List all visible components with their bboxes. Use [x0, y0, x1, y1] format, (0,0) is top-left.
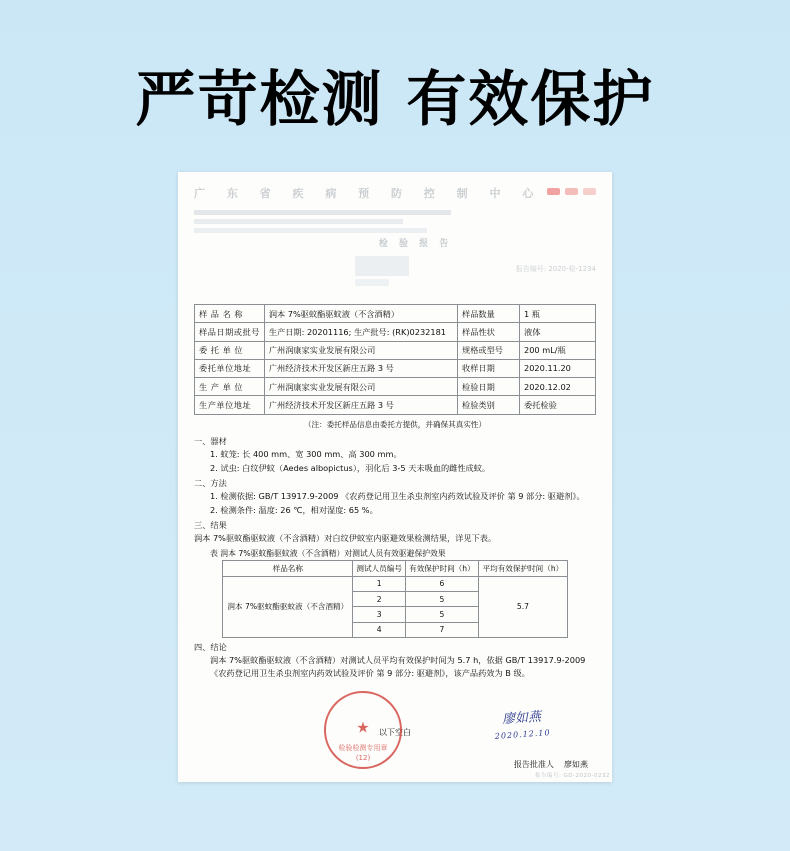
table-row	[195, 323, 596, 341]
info-label-2: 检验日期	[458, 378, 520, 396]
info-label-2: 样品性状	[458, 323, 520, 341]
average-time: 5.7	[478, 576, 567, 638]
signature-date: 2020.12.10	[494, 727, 551, 741]
col-protect-time: 有效保护时间（h）	[405, 561, 478, 576]
section-heading-method: 二、方法	[194, 478, 227, 489]
method-item-1: 1. 检测依据: GB/T 13917.9-2009 《农药登记用卫生杀虫剂室内药效试验及评价 第 9 部分: 驱避剂》。	[210, 491, 585, 502]
tester-no: 3	[353, 607, 405, 622]
header-line-3	[194, 228, 427, 233]
tester-no: 2	[353, 592, 405, 607]
page-title: 严苛检测 有效保护	[135, 65, 655, 135]
info-value-2: 200 mL/瓶	[520, 341, 596, 359]
tester-no: 1	[353, 576, 405, 591]
equipment-item-2: 2. 试虫: 白纹伊蚊（Aedes albopictus），羽化后 3-5 天未吸血的雌性成蚊。	[210, 462, 491, 473]
info-value: 广州润康家实业发展有限公司	[264, 378, 457, 396]
table-row	[195, 305, 596, 323]
section-heading-equipment: 一、器材	[194, 436, 227, 447]
info-label: 生产单位地址	[195, 396, 265, 414]
approver-line	[514, 759, 588, 771]
stamp-number: (12)	[355, 753, 371, 762]
blank-below-label: 以下空白	[379, 728, 411, 738]
signature-name: 廖如燕	[501, 709, 542, 728]
header-blob-2	[355, 279, 389, 286]
table-row	[195, 396, 596, 414]
method-item-2: 2. 检测条件: 温度: 26 ℃，相对湿度: 65 %。	[210, 504, 378, 515]
equipment-item-1: 1. 蚊笼: 长 400 mm、宽 300 mm、高 300 mm。	[210, 449, 402, 460]
issuing-organization: 广 东 省 疾 病 预 防 控 制 中 心	[194, 187, 543, 200]
footer-code: 报告编号: GD-2020-0232	[534, 772, 610, 779]
result-sample-name: 润本 7%驱蚊酯驱蚊液（不含酒精）	[223, 576, 353, 638]
info-label-2: 检验类别	[458, 396, 520, 414]
section-heading-conclusion: 四、结论	[194, 642, 227, 653]
report-code: 报告编号: 2020-检-1234	[515, 265, 596, 273]
protect-time: 7	[405, 622, 478, 637]
info-value-2: 2020.12.02	[520, 378, 596, 396]
info-value: 生产日期: 20201116; 生产批号: (RK)0232181	[264, 323, 457, 341]
results-intro: 润本 7%驱蚊酯驱蚊液（不含酒精）对白纹伊蚊室内驱避效果检测结果，详见下表。	[194, 533, 497, 544]
official-stamp	[324, 691, 402, 769]
tester-no: 4	[353, 622, 405, 637]
table-header-row	[223, 561, 568, 576]
header-blob-1	[355, 256, 409, 276]
col-average-time: 平均有效保护时间（h）	[478, 561, 567, 576]
col-sample-name: 样品名称	[223, 561, 353, 576]
info-value-2: 2020.11.20	[520, 359, 596, 377]
conclusion-text: 润本 7%驱蚊酯驱蚊液（不含酒精）对测试人员平均有效保护时间为 5.7 h，依据 GB/T 13917.9-2009 《农药登记用卫生杀虫剂室内药效试验及评价 第 9 部分: 驱避剂》，该产品药效为 B 级。	[210, 655, 586, 678]
info-label-2: 收样日期	[458, 359, 520, 377]
certificate-document	[178, 172, 612, 782]
info-label-2: 样品数量	[458, 305, 520, 323]
decor-dots	[547, 188, 596, 195]
info-label: 样 品 名 称	[195, 305, 265, 323]
table-row	[223, 576, 568, 591]
approver-name: 廖如燕	[564, 760, 588, 770]
protect-time: 6	[405, 576, 478, 591]
info-label: 委 托 单 位	[195, 341, 265, 359]
info-value-2: 1 瓶	[520, 305, 596, 323]
info-label: 委托单位地址	[195, 359, 265, 377]
table-row	[195, 378, 596, 396]
table-row	[195, 359, 596, 377]
section-heading-results: 三、结果	[194, 519, 227, 530]
protect-time: 5	[405, 592, 478, 607]
info-value: 润本 7%驱蚊酯驱蚊液（不含酒精）	[264, 305, 457, 323]
result-table	[222, 560, 568, 638]
info-label: 生 产 单 位	[195, 378, 265, 396]
info-value: 广州经济技术开发区新庄五路 3 号	[264, 396, 457, 414]
sample-info-table	[194, 304, 596, 415]
info-value-2: 液体	[520, 323, 596, 341]
header-line-1	[194, 210, 451, 215]
info-label: 样品日期或批号	[195, 323, 265, 341]
approver-label: 报告批准人	[513, 760, 554, 770]
report-title: 检 验 报 告	[378, 239, 453, 249]
sample-info-note: （注：委托样品信息由委托方提供，并确保其真实性）	[303, 419, 487, 429]
col-tester-no: 测试人员编号	[353, 561, 405, 576]
table-row	[195, 341, 596, 359]
header-line-2	[194, 219, 403, 224]
info-value: 广州经济技术开发区新庄五路 3 号	[264, 359, 457, 377]
star-icon: ★	[356, 718, 370, 737]
info-value: 广州润康家实业发展有限公司	[264, 341, 457, 359]
info-label-2: 规格或型号	[458, 341, 520, 359]
protect-time: 5	[405, 607, 478, 622]
certificate-footer	[194, 685, 596, 782]
certificate-header	[194, 186, 596, 304]
info-value-2: 委托检验	[520, 396, 596, 414]
result-table-caption: 表 润本 7%驱蚊酯驱蚊液（不含酒精）对测试人员有效驱避保护效果	[210, 548, 446, 558]
stamp-bottom-text: 检验检测专用章	[338, 743, 388, 752]
